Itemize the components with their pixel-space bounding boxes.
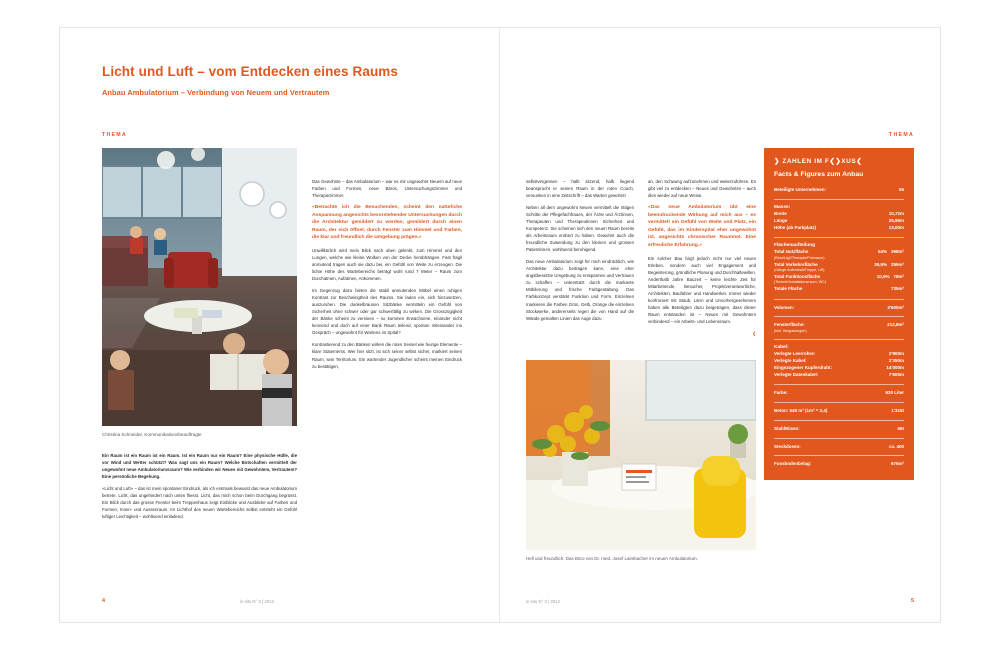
facts-value: 398m² bbox=[890, 249, 904, 255]
facts-label: Eingezogener Kupferdraht: bbox=[774, 364, 833, 370]
pull-quote-left: «Betrachte ich die Besuchenden, scheint den natürliche Anspannung angesichts bevorstehender Untersuchungen durch die Architektur gemildert zu werden, gemildert durch einen Raum, der sich öffnet, durch Fenster zum Himmel und Farben, die klar und freundlich die Umgebung prägen.» bbox=[312, 205, 463, 241]
facts-value: 78m² bbox=[893, 273, 904, 279]
facts-row bbox=[774, 225, 904, 232]
facts-group-title: Flächenaufteilung bbox=[774, 243, 816, 249]
facts-label: Beton: 548 m³ (1m³ = 2,4) bbox=[774, 408, 828, 414]
facts-label: Totale Fläche bbox=[774, 285, 803, 291]
paragraph: an, den Schwung aufzunehmen und weiterzuführen. Es gibt viel zu entdecken – Neues und Gewohntes – auch dies wieder auf neue Weise. bbox=[648, 179, 756, 199]
divider bbox=[774, 199, 904, 200]
paragraph: «Licht und Luft» – das ist mein spontaner Eindruck, als ich erstmals bewusst das neue Ambulatorium betrete. Licht, das ungehindert nach unten fliesst. Licht, das mich schon beim Durchgang begrüsst. Ein Blick durch das grosse Fenster beim Treppenhaus zeigt Einblicke und Ausblicke auf Farben und Formen, Innen- und Aussenraum. Im Lichthof des neuen Wartebereichs selbst entsteht ein Gefühl luftiger Leichtigkeit – wohltuend einladend. bbox=[102, 486, 297, 520]
paragraph: Das neue Ambulatorium zeigt für mich eindrücklich, wie Architektur dazu beitragen kann, eine eher angstbesetzte Umgebung zu entspannen und Vertrauen zu schaffen – unterstützt durch die markante Möblierung und frische Farbgestaltung. Das Farbkonzept verstärkt Funktion und Form. Einzelnen markieren die Farben Grün, Gelb, Orange die einzelnen Stockwerke, andererseits regen die von Hand auf die Wände gemalten Linien das Auge dazu bbox=[526, 259, 634, 321]
divider bbox=[774, 420, 904, 421]
divider bbox=[774, 237, 904, 238]
divider bbox=[774, 402, 904, 403]
facts-figures-box bbox=[764, 148, 914, 480]
facts-value: 7'600m bbox=[888, 371, 904, 377]
facts-label: Total Nutzfläche bbox=[774, 249, 809, 255]
facts-row bbox=[774, 358, 904, 365]
facts-subnote: (Gänge Aufenthalt/Treppe, Lift) bbox=[774, 268, 825, 273]
section-label-left: THEMA bbox=[102, 132, 127, 138]
paragraph: Ein Raum ist ein Raum ist ein Raum. Ist ein Raum nur ein Raum? Eine physische Hülle, die vor Wind und Wetter schützt? Was sagt uns ein Raum? Welche Botschaften vermittelt der ungewohnt neue Ambulatoriumsraum? Wie verbinden wir Neues mit Gewohntem, Vertrautem? Eine persönliche Begehung. bbox=[102, 453, 297, 480]
right-column-1 bbox=[526, 178, 634, 327]
facts-row bbox=[774, 408, 904, 415]
facts-group-masse bbox=[774, 205, 904, 231]
facts-subnote: (inkl. Verglasungen) bbox=[774, 329, 807, 334]
facts-label: Höhe (ab Parkplatz) bbox=[774, 224, 817, 230]
facts-value: 14'000m bbox=[886, 364, 904, 370]
divider bbox=[774, 316, 904, 317]
facts-label: Farbe: bbox=[774, 390, 788, 396]
right-column-2 bbox=[648, 178, 756, 342]
facts-value: 10,72m bbox=[888, 211, 904, 217]
facts-value: 2'900m bbox=[888, 351, 904, 357]
facts-row bbox=[774, 305, 904, 312]
paragraph: Neben all dem ungewohnt Neuen vermittelt die rätigen Schritte der Pflegefachfrauen, der Ärzte und Ärztinnen, Therapeuten und Therapeutinnen Sicherheit und Kompetenz. Sie scheinen sich den neuen Raum bereits als Arbeitsraum erobert zu haben. Gewohnt auch die freundliche Zuwendung zu den kleinen und grossen Patientinnen, wohltuend beruhigend. bbox=[526, 205, 634, 253]
facts-row bbox=[774, 461, 904, 468]
facts-row bbox=[774, 390, 904, 397]
facts-label: Verlegte Leerrohre: bbox=[774, 351, 816, 357]
facts-value: 259m² bbox=[890, 261, 904, 267]
running-footer-right: in situ N° 3 | 2012 bbox=[526, 599, 560, 604]
facts-value: 3'600m³ bbox=[887, 304, 904, 310]
facts-group-flaeche bbox=[774, 243, 904, 292]
facts-label: Volumen: bbox=[774, 304, 795, 310]
facts-value: 675m² bbox=[890, 461, 904, 467]
facts-value: 65t bbox=[897, 425, 904, 431]
facts-row bbox=[774, 262, 904, 269]
facts-row bbox=[774, 372, 904, 379]
facts-label: Fussbodenbelag: bbox=[774, 461, 812, 467]
facts-row bbox=[774, 426, 904, 433]
facts-row bbox=[774, 365, 904, 372]
facts-label: Stahl/Eisen: bbox=[774, 425, 800, 431]
paragraph: selbstvergessen – halb sitzend, halb liegend beansprucht er seinen Raum in der roten Couch, versunken in eine Zeitschrift – das Warten gewohnt! bbox=[526, 179, 634, 199]
facts-title: Facts & Figures zum Anbau bbox=[774, 171, 864, 178]
facts-value: 25,95m bbox=[888, 217, 904, 223]
facts-row bbox=[774, 218, 904, 225]
page-number-left: 4 bbox=[102, 598, 105, 604]
facts-group-title: Masse: bbox=[774, 205, 791, 211]
divider bbox=[774, 455, 904, 456]
photo-office bbox=[526, 360, 756, 550]
facts-value: 212,8m² bbox=[887, 322, 904, 328]
page-number-right: 5 bbox=[911, 598, 914, 604]
facts-label: Fensterfläche: bbox=[774, 322, 805, 328]
photo-caption-left: Christina Schneider, Kommunikationsbeauftragte bbox=[102, 432, 202, 437]
facts-label: Verlegte Kabel: bbox=[774, 358, 807, 364]
facts-group-kabel bbox=[774, 345, 904, 378]
left-column-2 bbox=[312, 178, 462, 375]
magazine-spread bbox=[60, 28, 940, 622]
facts-percent: 35,5% bbox=[874, 261, 887, 267]
facts-subnote: (Technik/Installationsraum, WC) bbox=[774, 280, 827, 285]
facts-value: 620 Liter bbox=[885, 390, 904, 396]
facts-percent: 54% bbox=[877, 249, 887, 255]
facts-label: Breite bbox=[774, 211, 787, 217]
facts-label: Länge bbox=[774, 217, 788, 223]
facts-label: Verlegte Datenkabel: bbox=[774, 371, 819, 377]
facts-value: 56 bbox=[898, 187, 904, 193]
page-title: Licht und Luft – vom Entdecken eines Raums bbox=[102, 64, 398, 79]
facts-value: 735m² bbox=[890, 285, 904, 291]
left-column-1 bbox=[102, 452, 297, 525]
facts-group-title: Kabel: bbox=[774, 345, 789, 351]
facts-value: 1'315t bbox=[891, 408, 904, 414]
facts-value: 13,00m bbox=[888, 224, 904, 230]
divider bbox=[774, 339, 904, 340]
paragraph: Kontrastierend zu den Bänken wirken die roten Sessel wie feurige Elemente – klare Statements. Wer hier sitzt, ist sich seiner selbst sicher, markiert seinen Raum, sein Territorium. Ein wartender Jugendlicher scheint meinen Eindruck zu bestätigen, bbox=[312, 342, 462, 369]
facts-row bbox=[774, 187, 904, 194]
divider bbox=[774, 438, 904, 439]
facts-row bbox=[774, 274, 904, 281]
facts-row bbox=[774, 286, 904, 293]
facts-row bbox=[774, 211, 904, 218]
running-footer-left: in situ N° 3 | 2012 bbox=[240, 599, 274, 604]
facts-row bbox=[774, 322, 904, 329]
photo-caption-right: Hell und freundlich: Das Büro von Dr. med. Josef Laimbacher im neuen Ambulatorium. bbox=[526, 556, 698, 561]
end-mark: ❮ bbox=[752, 330, 756, 336]
facts-percent: 10,5% bbox=[876, 273, 890, 279]
facts-label: Steckdosen: bbox=[774, 443, 801, 449]
pull-quote-right: «Das neue Ambulatorium übt eine beeindruckende Wirkung auf mich aus – es vermittelt ein Gefühl von Weite und Platz, ein Gefühl, das im Kinderspital eher ungewohnt ist, angesichts chronischer Raumnot. Eine erfreuliche Erfahrung.» bbox=[648, 205, 756, 249]
paragraph: Das Gewohnte – das Ambulatorium – war es mir ungewohnt Neuem auf neue Farben und Formen, neue Bäros, Untersuchungszimmer und Therapiezimmer. bbox=[312, 179, 462, 199]
facts-value: 2'350m bbox=[888, 358, 904, 364]
paragraph: Im Gegenzug dazu bieten die stabil anmutenden Möbel einen ruhigen Kontrast zur Beschwingtheit des Raums. Sie laden ein, sich hinzusetzen, auszuruhen. Die dunkelbraunen Sitzbänke vermitteln ein Gefühl von Sicherheit ohne schwer oder gar schwerfällig zu wirken. Die Grosszügigkeit der Bänke scheint zu versinen – so kommen Erwachsene, einander nicht kennend und doch auf einer Bank Raum teilend, spontan miteinander ins Gespräch – ungewohnt für Wartens im Spital? bbox=[312, 288, 462, 336]
facts-value: ca. 400 bbox=[888, 443, 904, 449]
paragraph: Unwillkürlich wird mein Blick nach oben gelenkt, zum Himmel und den Lungen, welche wie kleine Wolken von der Decke herabhängen. Fast fragil anmutend tragen auch sie dazu bei, ein Gefühl von Weite zu erzeugen. Die lichte Höhe des Wartebereichs beträgt wohl rund 7 Meter – Raum zum Durchatmen, Aufatmen, Ankommen. bbox=[312, 248, 462, 282]
photo-waiting-area bbox=[102, 148, 297, 426]
section-label-right: THEMA bbox=[889, 132, 914, 138]
facts-kicker: ❯ ZAHLEN IM F❮❯XUS❮ bbox=[774, 158, 863, 165]
page-right bbox=[500, 28, 940, 622]
facts-subnote: (Büro/Ug2/Therapie/Putzraum) bbox=[774, 256, 825, 261]
facts-row bbox=[774, 351, 904, 358]
page-left bbox=[60, 28, 500, 622]
paragraph: Ein solcher Bau birgt jedoch nicht nur viel neues Erleben, sondern auch viel Engagement und Begeisterung, gründliche Planung und Durchhaltewillen. Anderthalb Jahre Bauzeit – keine leichte Zeit für Mitarbeitende, Besucher, Projektverantwortliche, Architekten, Baufahrer und Handwerker. Immer wieder konfroniert mit Staub, Lärm und Unvorhergesehenem haben alle Beteiligten dazu beigetragen, dass dieser Raum entstanden ist – Neues mit Gewohntem verbindend – ein Arbeits- und Lebensraum. bbox=[648, 255, 756, 324]
facts-row bbox=[774, 444, 904, 451]
page-subtitle: Anbau Ambulatorium – Verbindung von Neuem und Vertrautem bbox=[102, 88, 330, 97]
divider bbox=[774, 384, 904, 385]
facts-label: Beteiligte Unternehmen: bbox=[774, 187, 827, 193]
facts-row bbox=[774, 249, 904, 256]
facts-label: Total Verkehrsfläche bbox=[774, 261, 818, 267]
divider bbox=[774, 299, 904, 300]
facts-label: Total Funktionsfläche bbox=[774, 273, 821, 279]
